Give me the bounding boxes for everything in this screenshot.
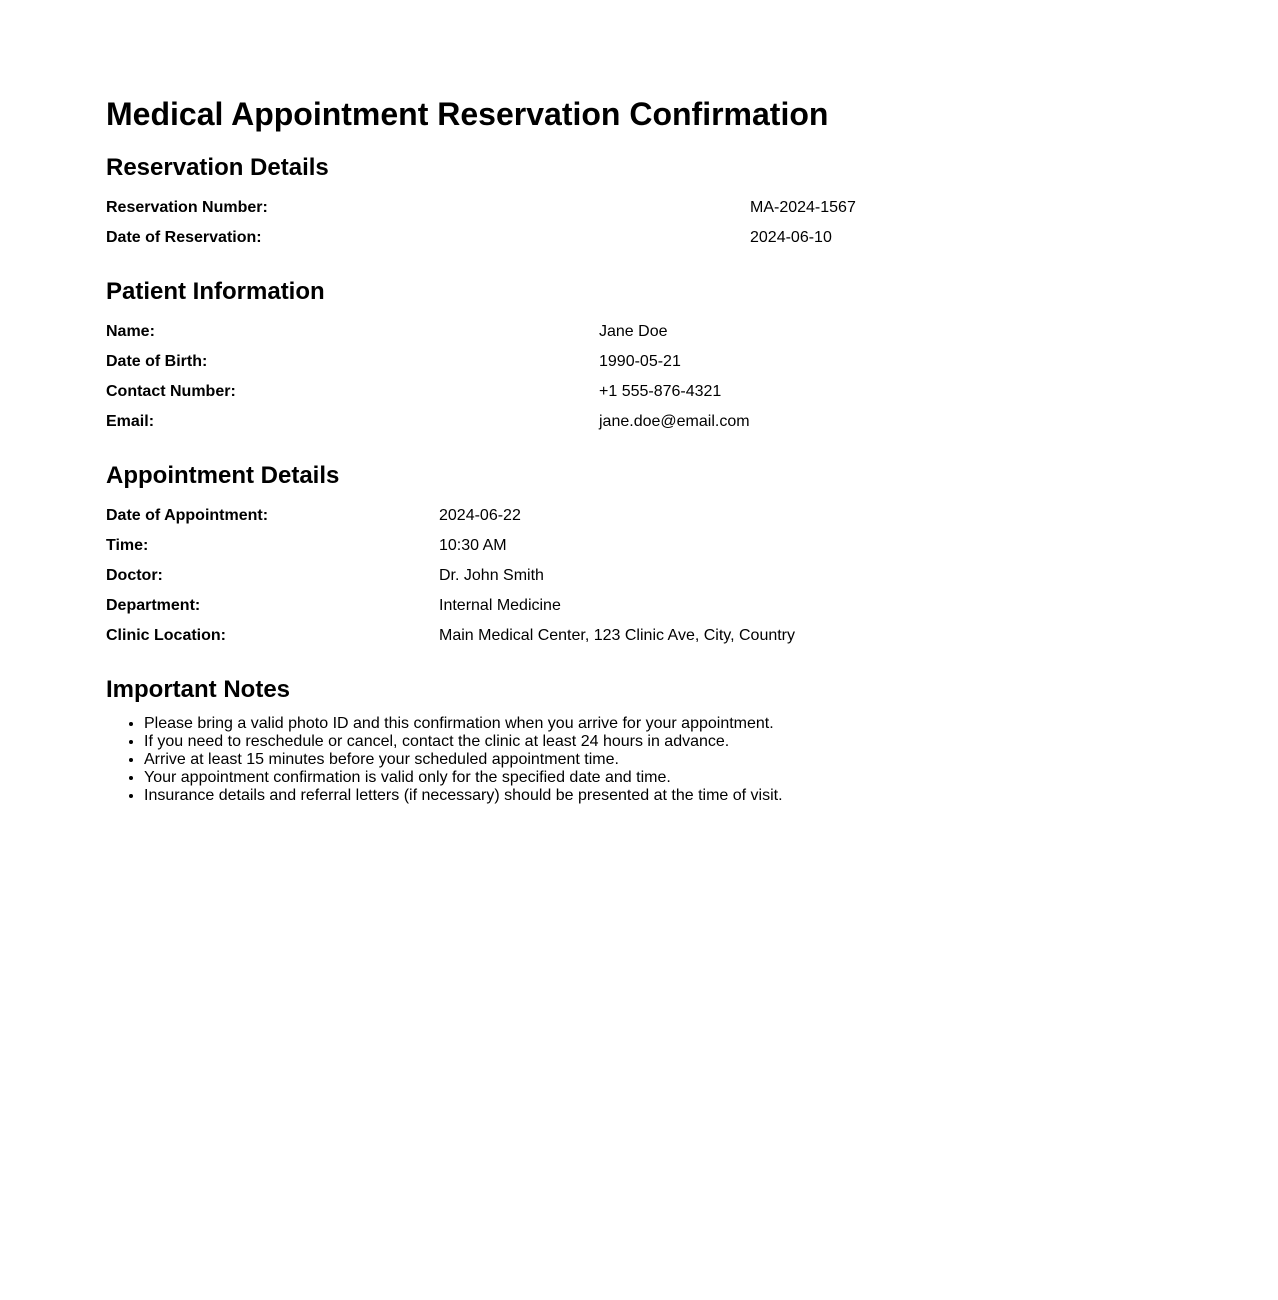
table-row: [106, 531, 1166, 561]
table-row: [106, 621, 1166, 651]
list-item: • Your appointment confirmation is valid only for the specified date and time.: [144, 769, 783, 787]
table-row: [106, 561, 1166, 591]
reservation-date-value: 2024-06-10: [750, 229, 832, 246]
appointment-time-label: Time:: [106, 537, 149, 554]
table-row: [106, 591, 1166, 621]
contact-number-label: Contact Number:: [106, 383, 236, 400]
clinic-location-label: Clinic Location:: [106, 627, 226, 644]
reservation-details-table: [106, 193, 1166, 253]
doctor-label: Doctor:: [106, 567, 163, 584]
list-item: • Arrive at least 15 minutes before your scheduled appointment time.: [144, 751, 783, 769]
list-item: • Insurance details and referral letters (if necessary) should be presented at the time of visit.: [144, 787, 783, 805]
appointment-time-value: 10:30 AM: [439, 537, 507, 554]
list-item: • Please bring a valid photo ID and this confirmation when you arrive for your appointment.: [144, 715, 783, 733]
patient-name-value: Jane Doe: [599, 323, 668, 340]
doctor-value: Dr. John Smith: [439, 567, 544, 584]
email-value: jane.doe@email.com: [599, 413, 750, 430]
table-row: [106, 317, 1166, 347]
important-notes-list: [106, 715, 783, 805]
reservation-number-value: MA-2024-1567: [750, 199, 856, 216]
important-notes-heading: Important Notes: [106, 676, 291, 703]
table-row: [106, 347, 1166, 377]
appointment-details-table: [106, 501, 1166, 651]
email-label: Email:: [106, 413, 155, 430]
reservation-number-label: Reservation Number:: [106, 199, 268, 216]
date-of-birth-label: Date of Birth:: [106, 353, 208, 370]
appointment-details-heading: Appointment Details: [106, 462, 340, 489]
patient-information-table: [106, 317, 1166, 437]
department-value: Internal Medicine: [439, 597, 561, 614]
table-row: [106, 501, 1166, 531]
date-of-birth-value: 1990-05-21: [599, 353, 681, 370]
table-row: [106, 377, 1166, 407]
reservation-date-label: Date of Reservation:: [106, 229, 262, 246]
reservation-details-heading: Reservation Details: [106, 154, 329, 181]
table-row: [106, 223, 1166, 253]
appointment-date-value: 2024-06-22: [439, 507, 521, 524]
department-label: Department:: [106, 597, 201, 614]
table-row: [106, 407, 1166, 437]
patient-information-heading: Patient Information: [106, 278, 325, 305]
patient-name-label: Name:: [106, 323, 155, 340]
list-item: • If you need to reschedule or cancel, contact the clinic at least 24 hours in advance.: [144, 733, 783, 751]
table-row: [106, 193, 1166, 223]
clinic-location-value: Main Medical Center, 123 Clinic Ave, City, Country: [439, 627, 796, 644]
page-title: Medical Appointment Reservation Confirmation: [106, 96, 829, 132]
appointment-date-label: Date of Appointment:: [106, 507, 269, 524]
contact-number-value: +1 555-876-4321: [599, 383, 722, 400]
